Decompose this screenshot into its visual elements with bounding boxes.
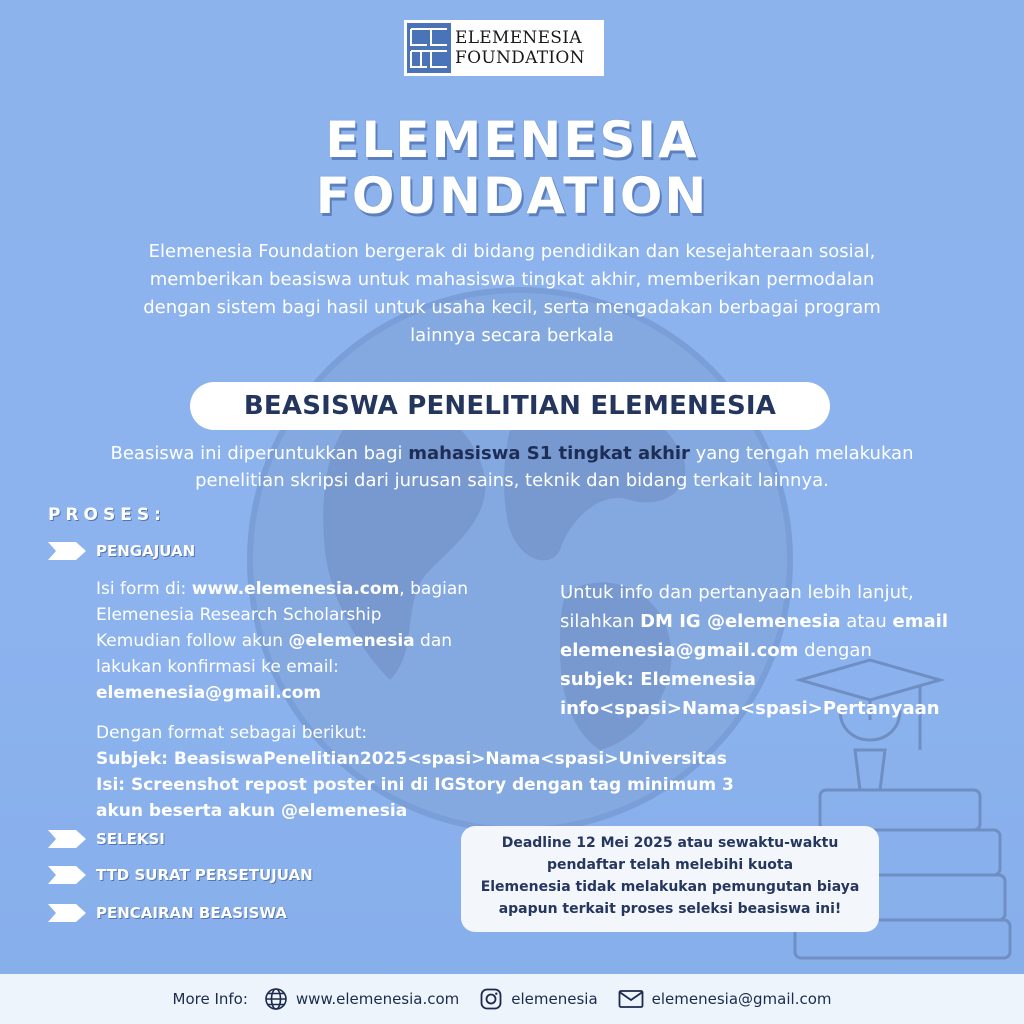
info-text: atau (840, 611, 893, 632)
desc-text: yang tengah melakukan (689, 443, 914, 464)
info-line (560, 694, 1020, 723)
info-subjek: subjek: Elemenesia (560, 669, 756, 690)
detail-text: , bagian (399, 579, 469, 599)
title-line-2: FOUNDATION (315, 167, 709, 225)
program-title-pill (190, 382, 830, 430)
format-isi-1: Isi: Screenshot repost poster ini di IGStory dengan tag minimum 3 (96, 775, 734, 795)
footer-email[interactable] (618, 989, 832, 1009)
info-line: Untuk info dan pertanyaan lebih lanjut, (560, 582, 914, 603)
intro-line: Elemenesia Foundation bergerak di bidang pendidikan dan kesejahteraan sosial, (148, 241, 876, 262)
footer-website-text[interactable]: www.elemenesia.com (295, 990, 460, 1008)
footer-email-text[interactable]: elemenesia@gmail.com (651, 990, 832, 1008)
logo-mark-icon (407, 23, 451, 73)
chevron-right-icon (48, 866, 86, 884)
step-seleksi (48, 830, 165, 848)
step-label: TTD SURAT PERSETUJUAN (96, 866, 313, 884)
intro-paragraph (80, 238, 944, 350)
logo-text (455, 28, 585, 68)
logo-line-1: ELEMENESIA (455, 28, 582, 48)
instagram-handle[interactable]: @elemenesia (288, 631, 415, 651)
notice-line: Elemenesia tidak melakukan pemungutan biaya (480, 879, 860, 895)
email-link[interactable]: elemenesia@gmail.com (96, 683, 322, 703)
info-text: silahkan (560, 611, 641, 632)
desc-highlight: mahasiswa S1 tingkat akhir (408, 443, 690, 464)
format-intro: Dengan format sebagai berikut: (96, 723, 368, 743)
desc-line-1 (40, 440, 984, 467)
chevron-right-icon (48, 830, 86, 848)
logo-line-2: FOUNDATION (455, 48, 585, 68)
detail-line (96, 628, 556, 654)
notice-line: apapun terkait proses seleksi beasiswa ini! (498, 901, 842, 917)
program-title: BEASISWA PENELITIAN ELEMENESIA (243, 391, 777, 421)
info-line (560, 607, 1020, 636)
step-label: PENGAJUAN (96, 542, 196, 560)
desc-text: Beasiswa ini diperuntukkan bagi (110, 443, 409, 464)
title-line-1: ELEMENESIA (325, 111, 699, 169)
page-title (0, 112, 1024, 224)
notice-line: pendaftar telah melebihi kuota (546, 857, 794, 873)
intro-line: lainnya secara berkala (410, 325, 614, 346)
pengajuan-details (96, 576, 556, 706)
chevron-right-icon (48, 904, 86, 922)
footer-label: More Info: (172, 990, 248, 1008)
detail-email[interactable] (96, 680, 556, 706)
detail-line: Elemenesia Research Scholarship (96, 605, 382, 625)
format-details (96, 720, 796, 824)
footer-instagram-text[interactable]: elemenesia (511, 990, 598, 1008)
program-description (40, 440, 984, 494)
format-subjek: Subjek: BeasiswaPenelitian2025<spasi>Nama<spasi>Universitas (96, 749, 727, 769)
globe-icon (264, 987, 288, 1011)
mail-icon (618, 989, 644, 1009)
info-line (560, 665, 1020, 694)
intro-line: dengan sistem bagi hasil untuk usaha kecil, serta mengadakan berbagai program (143, 297, 881, 318)
step-pengajuan (48, 542, 195, 560)
instagram-icon (479, 987, 503, 1011)
step-ttd (48, 866, 313, 884)
detail-text: dan (414, 631, 453, 651)
proses-heading: PROSES: (48, 505, 166, 525)
intro-line: memberikan beasiswa untuk mahasiswa tingkat akhir, memberikan permodalan (149, 269, 875, 290)
footer-instagram[interactable] (479, 987, 597, 1011)
format-isi-2: akun beserta akun @elemenesia (96, 801, 408, 821)
deadline-notice (461, 826, 879, 932)
notice-line: Deadline 12 Mei 2025 atau sewaktu-waktu (501, 835, 839, 851)
detail-line: lakukan konfirmasi ke email: (96, 657, 339, 677)
chevron-right-icon (48, 542, 86, 560)
info-column (560, 578, 1020, 723)
step-pencairan (48, 904, 287, 922)
detail-text: Kemudian follow akun (96, 631, 289, 651)
info-text: dengan (798, 640, 872, 661)
footer-website[interactable] (264, 987, 459, 1011)
info-format: info<spasi>Nama<spasi>Pertanyaan (560, 698, 940, 719)
info-line (560, 636, 1020, 665)
website-link[interactable]: www.elemenesia.com (191, 579, 400, 599)
footer (0, 974, 1024, 1024)
detail-line (96, 576, 556, 602)
info-email-link[interactable]: elemenesia@gmail.com (560, 640, 799, 661)
info-email-label: email (892, 611, 948, 632)
foundation-logo (404, 20, 604, 76)
step-label: SELEKSI (96, 830, 165, 848)
detail-text: Isi form di: (96, 579, 192, 599)
desc-line-2: penelitian skripsi dari jurusan sains, teknik dan bidang terkait lainnya. (195, 470, 829, 491)
step-label: PENCAIRAN BEASISWA (96, 904, 287, 922)
info-dm-ig[interactable]: DM IG @elemenesia (640, 611, 841, 632)
